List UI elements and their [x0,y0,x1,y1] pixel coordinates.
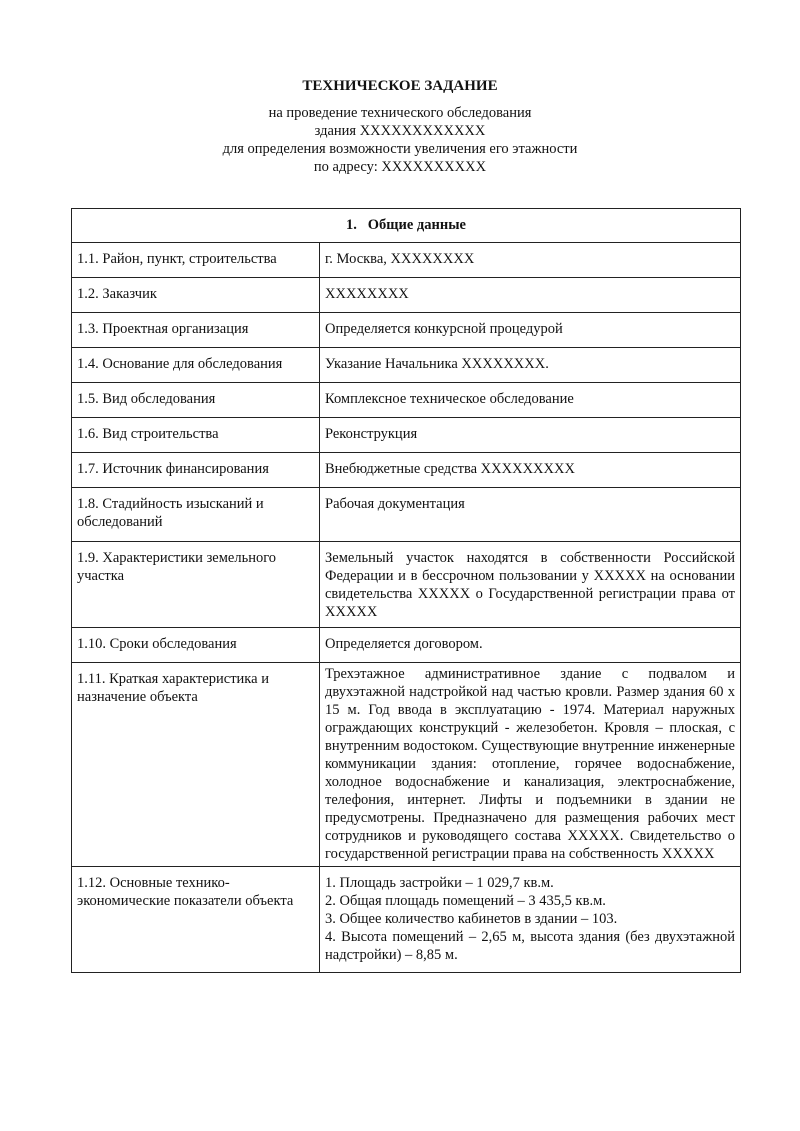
subtitle-line-1: на проведение технического обследования [268,105,532,121]
list-item: 1. Площадь застройки – 1 029,7 кв.м. [325,875,554,891]
row-label: 1.2. Заказчик [72,278,320,313]
table-row [72,383,741,418]
table-row [72,867,741,973]
list-item: 2. Общая площадь помещений – 3 435,5 кв.м. [325,893,606,909]
section-header-row [72,209,741,243]
row-value: Рабочая документация [320,488,741,542]
row-value: Внебюджетные средства ХХХХХХХХХ [320,453,741,488]
row-label: 1.4. Основание для обследования [72,348,320,383]
row-label: 1.8. Стадийность изысканий и обследований [72,488,320,542]
document-header [0,76,800,176]
table-row [72,542,741,628]
subtitle-line-2: здания ХХХХХХХХХХХХ [314,123,486,139]
row-value: Реконструкция [320,418,741,453]
row-label: 1.5. Вид обследования [72,383,320,418]
list-item: 3. Общее количество кабинетов в здании – 103. [325,911,618,927]
row-value: Определяется конкурсной процедурой [320,313,741,348]
row-value: Комплексное техническое обследование [320,383,741,418]
table-row [72,488,741,542]
table-row [72,278,741,313]
row-label: 1.10. Сроки обследования [72,628,320,663]
table-row [72,418,741,453]
table-row [72,663,741,867]
row-label: 1.7. Источник финансирования [72,453,320,488]
row-value: г. Москва, ХХХХХХХХ [320,243,741,278]
table-row [72,313,741,348]
row-label: 1.12. Основные технико-экономические показатели объекта [72,867,320,973]
row-label: 1.1. Район, пункт, строительства [72,243,320,278]
row-label: 1.3. Проектная организация [72,313,320,348]
document-title: ТЕХНИЧЕСКОЕ ЗАДАНИЕ [302,78,498,94]
section-title: Общие данные [367,217,466,233]
section-number: 1. [346,217,357,233]
table-row [72,243,741,278]
row-label: 1.11. Краткая характеристика и назначение объекта [72,663,320,867]
table-row [72,453,741,488]
row-label: 1.6. Вид строительства [72,418,320,453]
row-value: Указание Начальника ХХХХХХХХ. [320,348,741,383]
row-value-list [320,867,741,973]
row-value: Земельный участок находятся в собственности Российской Федерации и в бессрочном пользовании у ХХХХХ на основании свидетельства ХХХХХ о Государственной регистрации права от ХХХХХ [320,542,741,628]
subtitle-line-4: по адресу: ХХХХХХХХХХ [313,159,487,175]
row-value: Определяется договором. [320,628,741,663]
row-label: 1.9. Характеристики земельного участка [72,542,320,628]
list-item: 4. Высота помещений – 2,65 м, высота здания (без двухэтажной надстройки) – 8,85 м. [325,929,735,963]
table-row [72,628,741,663]
section-heading [72,209,741,243]
subtitle-line-3: для определения возможности увеличения его этажности [222,141,578,157]
row-value: Трехэтажное административное здание с подвалом и двухэтажной надстройкой над частью кровли. Размер здания 60 х 15 м. Год ввода в эксплуатацию - 1974. Материал наружных ограждающих конструкций - железобетон. Кровля – плоская, с внутренним водостоком. Существующие внутренние инженерные коммуникации здания: отопление, горячее водоснабжение, холодное водоснабжение и канализация, электроснабжение, телефония, интернет. Лифты и подъемники в здании не предусмотрены. Предназначено для размещения рабочих мест сотрудников и руководящего состава ХХХХХ. Свидетельство о государственной регистрации права на собственность ХХХХХ [320,663,741,867]
table-row [72,348,741,383]
specification-table [71,208,741,973]
row-value: ХХХХХХХХ [320,278,741,313]
